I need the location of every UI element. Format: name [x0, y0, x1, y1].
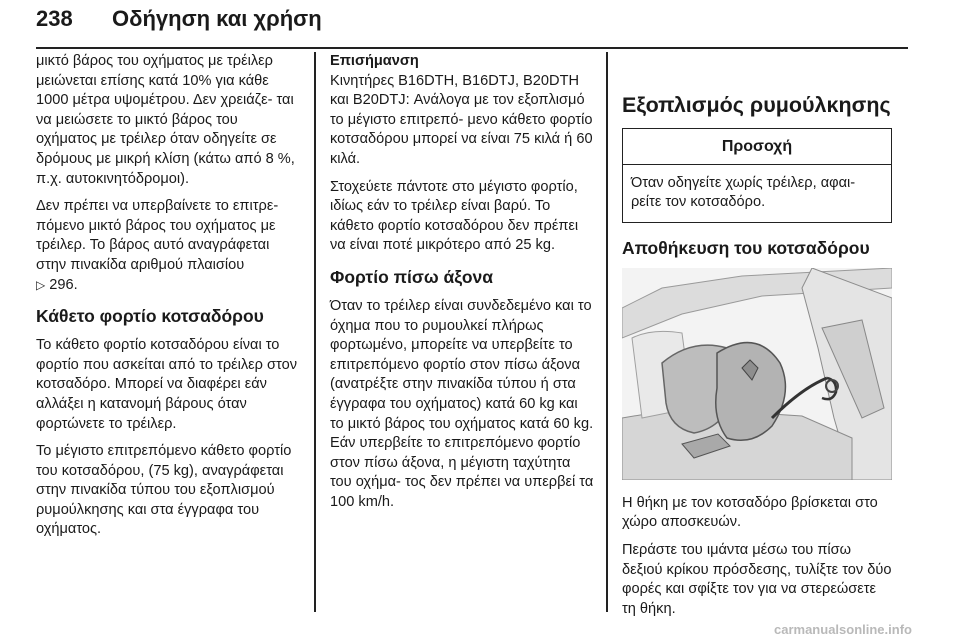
watermark: carmanualsonline.info	[774, 622, 912, 637]
col3-paragraph-1: Η θήκη με τον κοτσαδόρο βρίσκεται στο χώρο αποσκευών.	[622, 494, 878, 531]
col2-paragraph-2: Όταν το τρέιλερ είναι συνδεδεμένο και το όχημα που το ρυμουλκεί πλήρως φορτωμένο, μπορείτε να υπερβείτε το επιτρεπόμενο φορτίο στον πίσω άξονα (ανατρέξτε στην πινακίδα τύπου ή στα έγγραφα του οχήματος) κατά 60 kg και το μικτό βάρος του οχήματος κατά 60 kg. Εάν υπερβείτε το επιτρεπόμενο φορτίο στον πίσω άξονα, η μέγιστη ταχύτητα του οχήμα‐ τος δεν πρέπει να υπερβεί τα 100 km/h.	[330, 297, 594, 510]
section-heading-vertical-load: Κάθετο φορτίο κοτσαδόρου	[36, 306, 264, 327]
column-3	[622, 52, 892, 627]
col1-paragraph-2-text: Δεν πρέπει να υπερβαίνετε το επιτρε‐ πόμενο μικτό βάρος του οχήματος με τρέιλερ. Το βάρος αυτό αναγράφεται στην πινακίδα αριθμού πλαισίου	[36, 198, 279, 273]
towbar-bag-drawing	[622, 268, 892, 480]
col2-paragraph-1: Στοχεύετε πάντοτε στο μέγιστο φορτίο, ιδίως εάν το τρέιλερ είναι βαρύ. Το κάθετο φορτίο κοτσαδόρου δεν πρέπει να είναι ποτέ μικρότερο από 25 kg.	[330, 178, 579, 254]
page-header	[0, 0, 960, 46]
note-block	[330, 52, 594, 170]
page-title: Οδήγηση και χρήση	[112, 6, 322, 31]
column-divider-2	[606, 52, 608, 612]
caution-body: Όταν οδηγείτε χωρίς τρέιλερ, αφαι‐ ρείτε τον κοτσαδόρο.	[631, 174, 856, 211]
page-ref-link[interactable]: 296.	[49, 276, 78, 293]
col1-paragraph-1: μικτό βάρος του οχήματος με τρέιλερ μειώνεται επίσης κατά 10% για κάθε 1000 μέτρα υψομέτρου. Δεν χρειάζε‐ ται να μειώσετε το μικτό βάρος του οχήματος με τρέιλερ όταν οδηγείτε σε δρόμους με μικρή κλίση (κάτω από 8 %, π.χ. αυτοκινητόδρομοι).	[36, 53, 295, 187]
note-title: Επισήμανση	[330, 53, 419, 69]
column-divider-1	[314, 52, 316, 612]
column-2	[330, 52, 594, 520]
col1-paragraph-3: Το κάθετο φορτίο κοτσαδόρου είναι το φορτίο που ασκείται από το τρέιλερ στον κοτσαδόρο. Μπορεί να διαφέρει εάν αλλάξει η κατανομή βάρους όταν φορτώνετε το τρέιλερ.	[36, 337, 298, 432]
page-ref-arrow-icon: ▷	[36, 277, 46, 292]
col1-paragraph-4: Το μέγιστο επιτρεπόμενο κάθετο φορτίο του κοτσαδόρου, (75 kg), αναγράφεται στην πινακίδα τύπου του εξοπλισμού ρυμούλκησης και στα έγγραφα του οχήματος.	[36, 443, 292, 538]
note-body: Κινητήρες B16DTH, B16DTJ, B20DTH και B20DTJ: Ανάλογα με τον εξοπλισμό το μέγιστο επιτρεπό‐ μενο κάθετο φορτίο κοτσαδόρου μπορεί να είναι 75 κιλά ή 60 κιλά.	[330, 72, 593, 167]
caution-box	[622, 128, 892, 223]
col3-paragraph-2: Περάστε του ιμάντα μέσω του πίσω δεξιού κρίκου πρόσδεσης, τυλίξτε τον δύο φορές και σφίξτε τον για να στερεώσετε τη θήκη.	[622, 541, 892, 617]
column-1	[36, 52, 298, 548]
col1-paragraph-2	[36, 197, 298, 295]
towbar-storage-illustration	[622, 268, 892, 480]
page-number: 238	[36, 6, 73, 31]
section-heading-rear-axle: Φορτίο πίσω άξονα	[330, 266, 494, 287]
section-heading-towing-equipment: Εξοπλισμός ρυμούλκησης	[622, 93, 891, 117]
caution-title: Προσοχή	[623, 129, 891, 165]
section-heading-storage: Αποθήκευση του κοτσαδόρου	[622, 237, 870, 258]
header-rule	[36, 47, 908, 49]
